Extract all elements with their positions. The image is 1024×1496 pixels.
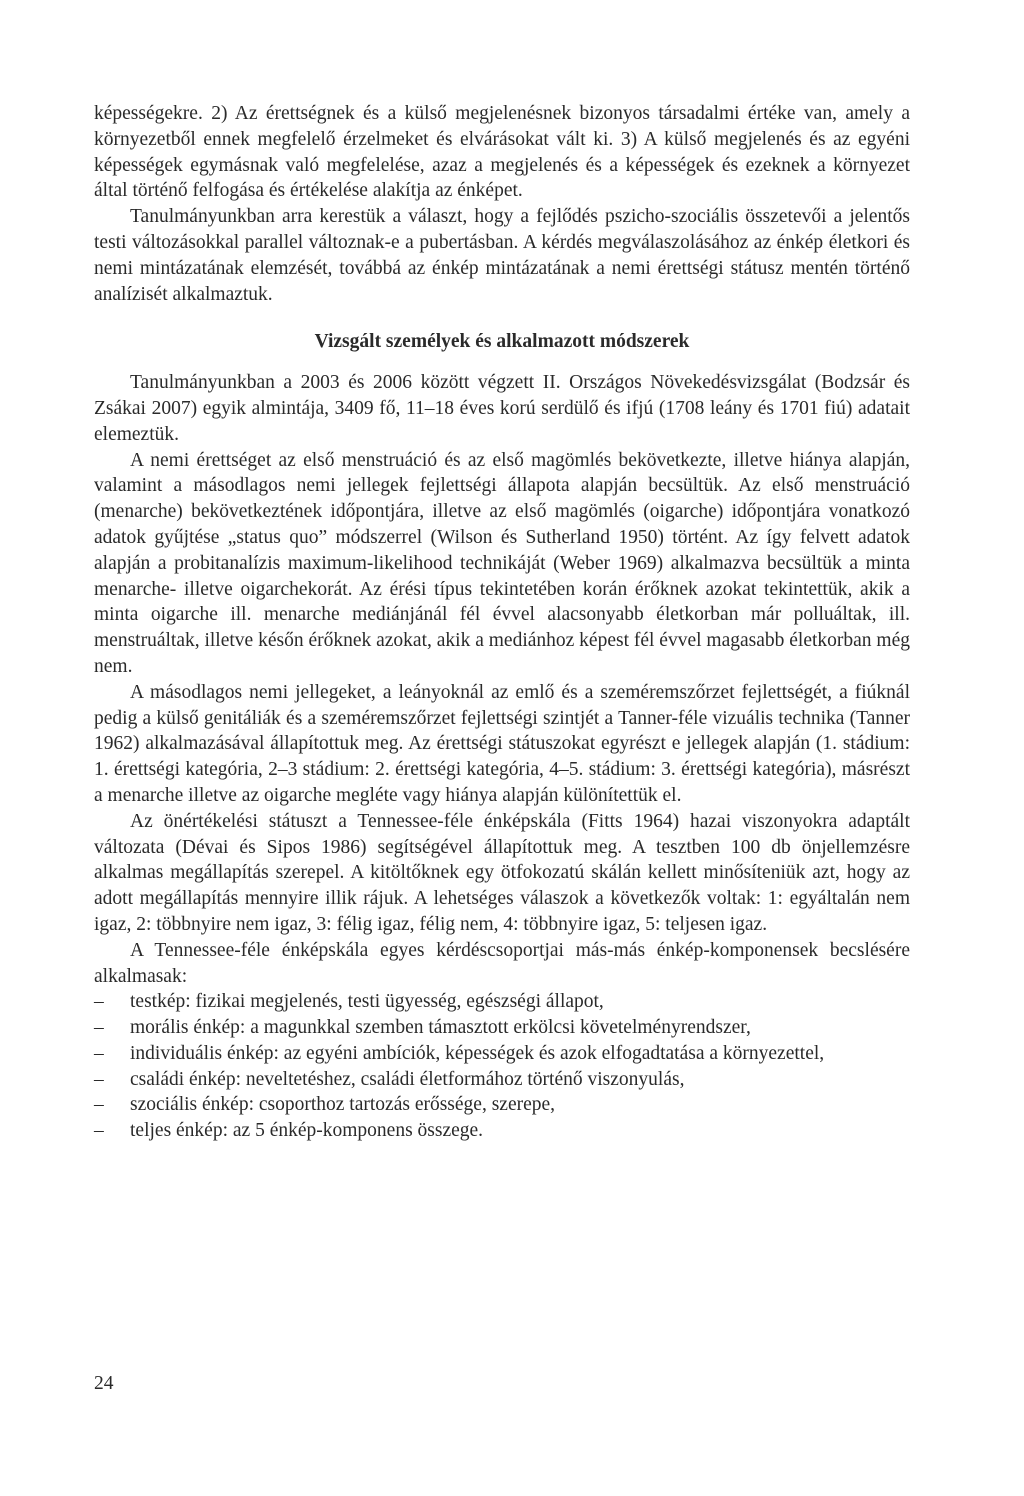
component-list: [94, 989, 910, 1144]
dash-marker: –: [94, 1094, 104, 1116]
list-item: [94, 1067, 910, 1093]
paragraph-methods-2: A nemi érettséget az első menstruáció és az első magömlés bekövetkezte, illetve hiánya alapján, valamint a másodlagos nemi jellegek fejlettségi állapota alapján becsültük. Az első menstruáció (menarche) bekövetkeztének időpontjára, illetve az első magömlés (oigarche) időpontjára vonatkozó adatok gyűjtése „status quo” módszerrel (Wilson és Sutherland 1950) történt. Az így felvett adatok alapján a probitanalízis maximum-likelihood technikáját (Weber 1969) alkalmazva becsültük a minta menarche- illetve oigarchekorát. Az érési típus tekintetében korán érőknek azokat tekintettük, akik a minta oigarche ill. menarche mediánjánál fél évvel alacsonyabb életkorban már polluáltak, ill. menstruáltak, illetve későn érőknek azokat, akik a mediánhoz képest fél évvel magasabb életkorban még nem.: [94, 449, 910, 677]
list-item-text: morális énkép: a magunkkal szemben támasztott erkölcsi követelményrendszer,: [130, 1017, 751, 1039]
page-number: 24: [94, 1373, 114, 1394]
dash-marker: –: [94, 1068, 104, 1090]
paragraph-methods-3: A másodlagos nemi jellegeket, a leányoknál az emlő és a szeméremszőrzet fejlettségét, a fiúknál pedig a külső genitáliák és a szeméremszőrzet fejlettségi szintjét a Tanner-féle vizuális technika (Tanner 1962) alkalmazásával állapítottuk meg. Az érettségi státuszokat egyrészt e jellegek alapján (1. stádium: 1. érettségi kategória, 2–3 stádium: 2. érettségi kategória, 4–5. stádium: 3. érettségi kategória), másrészt a menarche illetve az oigarche megléte vagy hiánya alapján különítettük el.: [94, 681, 910, 806]
list-item-text: testkép: fizikai megjelenés, testi ügyesség, egészségi állapot,: [130, 991, 604, 1013]
list-item-text: individuális énkép: az egyéni ambíciók, képességek és azok elfogadtatása a környezettel,: [130, 1042, 825, 1064]
list-item: [94, 1015, 910, 1041]
dash-marker: –: [94, 1120, 104, 1142]
list-item: [94, 1041, 910, 1067]
paragraph-methods-1: Tanulmányunkban a 2003 és 2006 között végzett II. Országos Növekedésvizsgálat (Bodzsár és Zsákai 2007) egyik almintája, 3409 fő, 11–18 éves korú serdülő és ifjú (1708 leány és 1701 fiú) adatait elemeztük.: [94, 372, 910, 445]
paragraph-methods-4: Az önértékelési státuszt a Tennessee-féle énképskála (Fitts 1964) hazai viszonyokra adaptált változata (Dévai és Sipos 1986) segítségével állapítottuk meg. A tesztben 100 db önjellemzésre alkalmas megállapítás szerepel. A kitöltőknek egy ötfokozatú skálán kellett minősíteniük azt, hogy az adott megállapítás mennyire illik rájuk. A lehetséges válaszok a következők voltak: 1: egyáltalán nem igaz, 2: többnyire nem igaz, 3: félig igaz, félig nem, 4: többnyire igaz, 5: teljesen igaz.: [94, 810, 910, 935]
list-item: [94, 1118, 910, 1144]
list-item: [94, 1092, 910, 1118]
paragraph-intro-2: Tanulmányunkban arra kerestük a választ, hogy a fejlődés pszicho-szociális összetevői a jelentős testi változásokkal parallel változnak-e a pubertásban. A kérdés megválaszolásához az énkép életkori és nemi mintázatának elemzését, továbbá az énkép mintázatának a nemi érettségi státusz mentén történő analízisét alkalmaztuk.: [94, 206, 910, 305]
page-body: [94, 101, 910, 1144]
paragraph-methods-5: A Tennessee-féle énképskála egyes kérdéscsoportjai más-más énkép-komponensek becslésére alkalmasak:: [94, 939, 910, 987]
dash-marker: –: [94, 1042, 104, 1064]
list-item-text: szociális énkép: csoporthoz tartozás erőssége, szerepe,: [130, 1094, 556, 1116]
list-item: [94, 989, 910, 1015]
dash-marker: –: [94, 1017, 104, 1039]
list-item-text: családi énkép: neveltetéshez, családi életformához történő viszonyulás,: [130, 1068, 685, 1090]
dash-marker: –: [94, 991, 104, 1013]
paragraph-intro-1: képességekre. 2) Az érettségnek és a külső megjelenésnek bizonyos társadalmi értéke van, amely a környezetből ennek megfelelő érzelmeket és elvárásokat vált ki. 3) A külső megjelenés és az egyéni képességek egymásnak való megfelelése, azaz a megjelenés és a képességek és ezeknek a környezet által történő felfogása és értékelése alakítja az énképet.: [94, 103, 910, 202]
section-title: Vizsgált személyek és alkalmazott módszerek: [314, 331, 690, 353]
list-item-text: teljes énkép: az 5 énkép-komponens összege.: [130, 1120, 484, 1142]
